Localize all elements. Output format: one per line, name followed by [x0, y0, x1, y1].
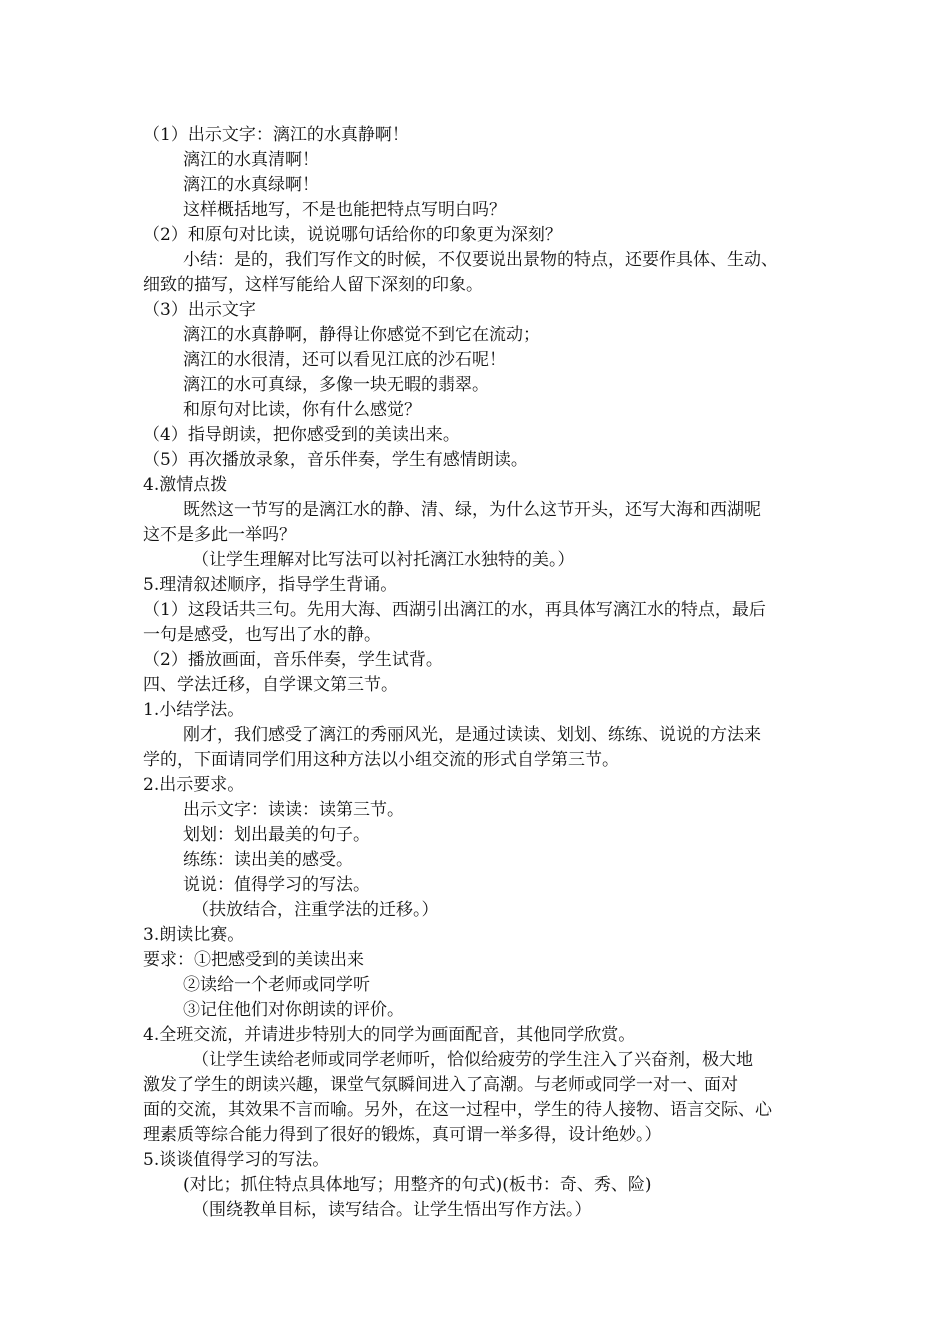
- text-line: （4）指导朗读，把你感受到的美读出来。: [143, 425, 460, 445]
- text-line: 这不是多此一举吗？: [143, 525, 296, 545]
- text-line: （围绕教单目标，读写结合。让学生悟出写作方法。）: [192, 1200, 592, 1220]
- text-line: 练练：读出美的感受。: [183, 850, 353, 870]
- text-line: （让学生读给老师或同学老师听，恰似给疲劳的学生注入了兴奋剂，极大地: [192, 1050, 753, 1070]
- text-line: 漓江的水很清，还可以看见江底的沙石呢！: [183, 350, 506, 370]
- text-line: 既然这一节写的是漓江水的静、清、绿，为什么这节开头，还写大海和西湖呢: [183, 500, 761, 520]
- text-line: 说说：值得学习的写法。: [183, 875, 370, 895]
- text-line: ②读给一个老师或同学听: [183, 975, 370, 995]
- text-line: （1）出示文字：漓江的水真静啊！: [143, 125, 409, 145]
- text-line: 一句是感受，也写出了水的静。: [143, 625, 381, 645]
- section-heading: 4.激情点拨: [143, 475, 228, 495]
- section-heading: 四、学法迁移，自学课文第三节。: [143, 675, 398, 695]
- text-line: 要求：①把感受到的美读出来: [143, 950, 364, 970]
- text-line: 这样概括地写，不是也能把特点写明白吗？: [183, 200, 506, 220]
- text-line: （1）这段话共三句。先用大海、西湖引出漓江的水，再具体写漓江水的特点，最后: [143, 600, 766, 620]
- section-heading: 4.全班交流，并请进步特别大的同学为画面配音，其他同学欣赏。: [143, 1025, 636, 1045]
- text-line: （2）播放画面，音乐伴奏，学生试背。: [143, 650, 443, 670]
- section-heading: 1.小结学法。: [143, 700, 245, 720]
- text-line: （5）再次播放录象，音乐伴奏，学生有感情朗读。: [143, 450, 528, 470]
- text-line: 划划：划出最美的句子。: [183, 825, 370, 845]
- text-line: （3）出示文字: [143, 300, 256, 320]
- text-line: 漓江的水真清啊！: [183, 150, 319, 170]
- text-line: 面的交流，其效果不言而喻。另外，在这一过程中，学生的待人接物、语言交际、心: [143, 1100, 772, 1120]
- text-line: 漓江的水真静啊，静得让你感觉不到它在流动；: [183, 325, 540, 345]
- text-line: ③记住他们对你朗读的评价。: [183, 1000, 404, 1020]
- text-line: 刚才，我们感受了漓江的秀丽风光，是通过读读、划划、练练、说说的方法来: [183, 725, 761, 745]
- section-heading: 5.理清叙述顺序，指导学生背诵。: [143, 575, 398, 595]
- text-line: 和原句对比读，你有什么感觉？: [183, 400, 421, 420]
- section-heading: 5.谈谈值得学习的写法。: [143, 1150, 330, 1170]
- text-line: (对比；抓住特点具体地写；用整齐的句式)(板书：奇、秀、险): [183, 1175, 652, 1195]
- text-line: 小结：是的，我们写作文的时候，不仅要说出景物的特点，还要作具体、生动、: [183, 250, 778, 270]
- text-line: 细致的描写，这样写能给人留下深刻的印象。: [143, 275, 483, 295]
- text-line: 出示文字：读读：读第三节。: [183, 800, 404, 820]
- section-heading: 2.出示要求。: [143, 775, 245, 795]
- text-line: （让学生理解对比写法可以衬托漓江水独特的美。）: [192, 550, 575, 570]
- text-line: 激发了学生的朗读兴趣，课堂气氛瞬间进入了高潮。与老师或同学一对一、面对: [143, 1075, 738, 1095]
- section-heading: 3.朗读比赛。: [143, 925, 245, 945]
- text-line: （2）和原句对比读，说说哪句话给你的印象更为深刻？: [143, 225, 562, 245]
- text-line: （扶放结合，注重学法的迁移。）: [192, 900, 439, 920]
- text-line: 漓江的水可真绿，多像一块无暇的翡翠。: [183, 375, 489, 395]
- text-line: 漓江的水真绿啊！: [183, 175, 319, 195]
- text-line: 学的，下面请同学们用这种方法以小组交流的形式自学第三节。: [143, 750, 619, 770]
- text-line: 理素质等综合能力得到了很好的锻炼，真可谓一举多得，设计绝妙。）: [143, 1125, 662, 1145]
